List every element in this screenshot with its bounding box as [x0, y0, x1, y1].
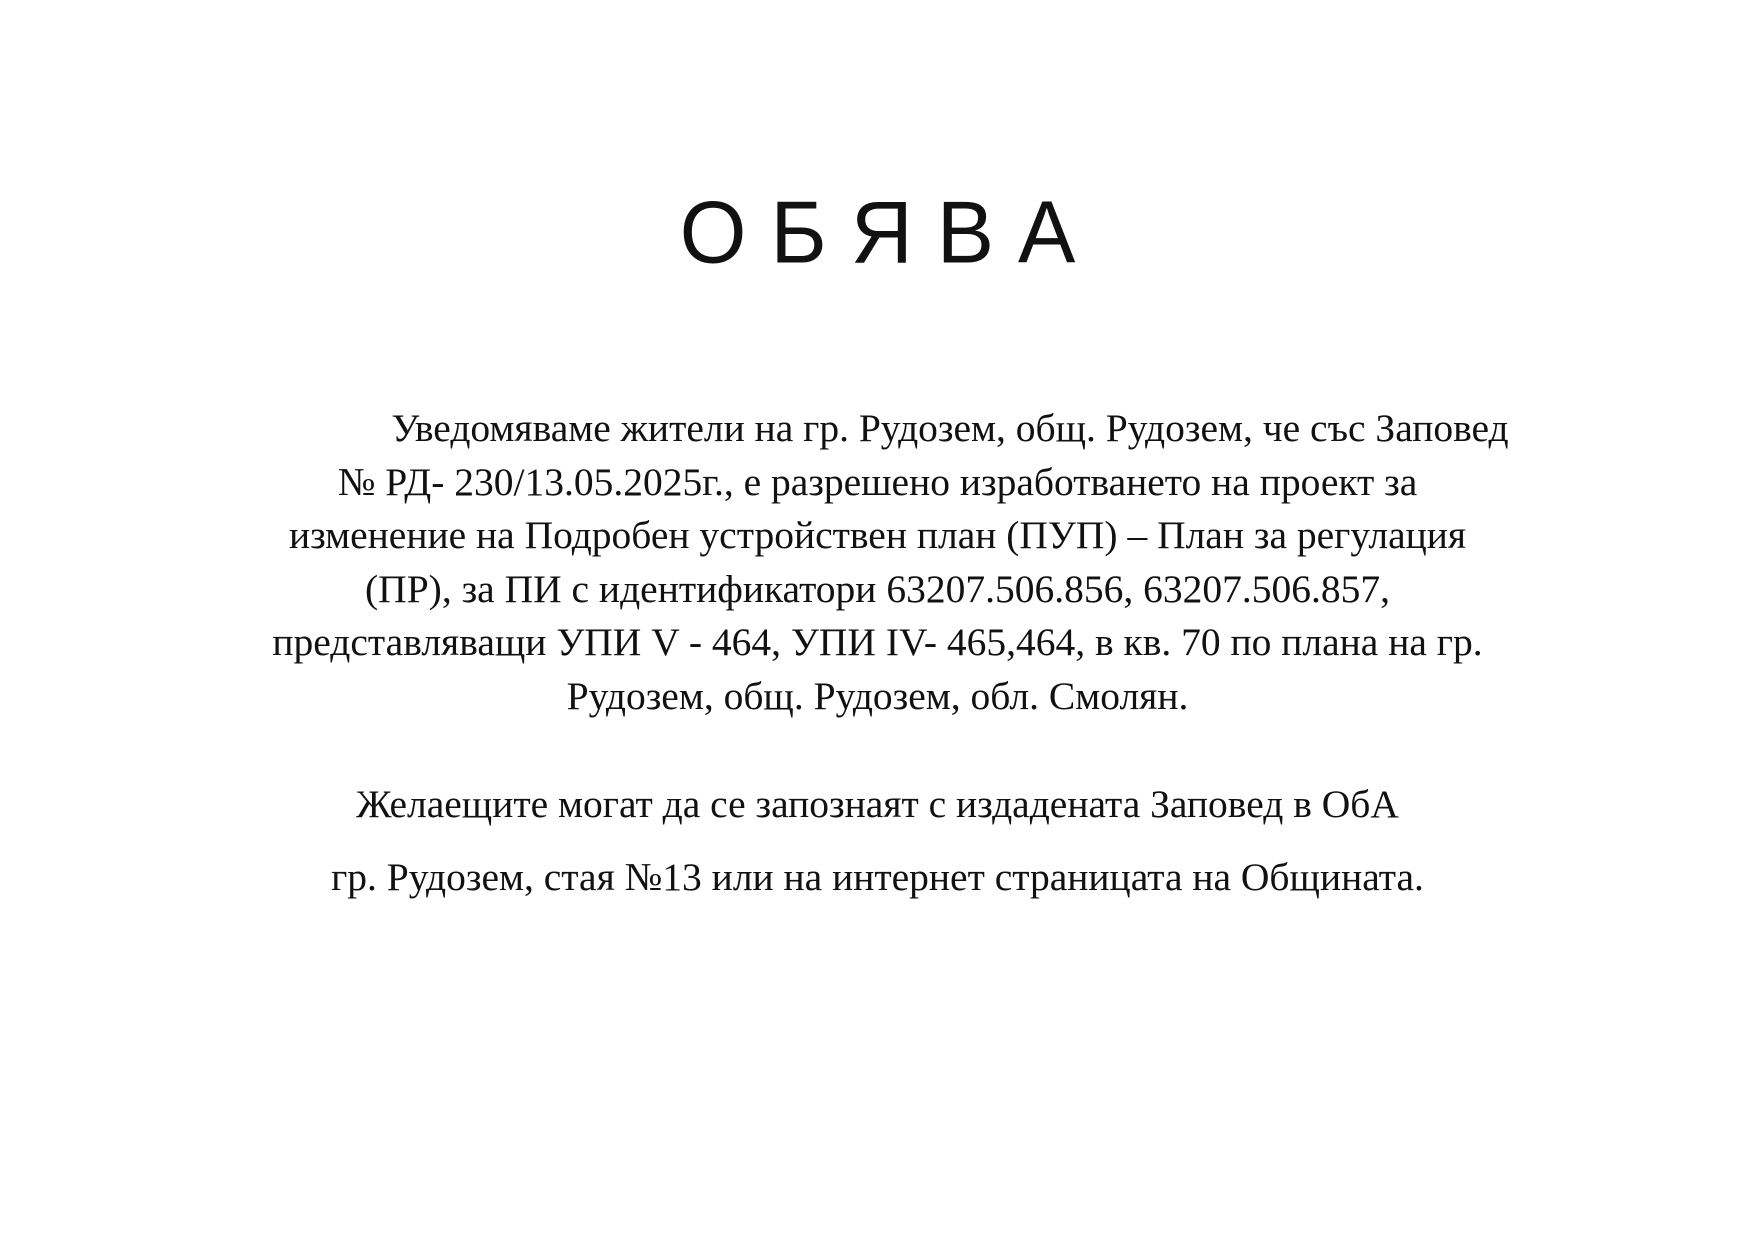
- paragraph-1-line: представляващи УПИ V - 464, УПИ IV- 465,464, в кв. 70 по плана на гр.: [272, 620, 1483, 664]
- notice-paragraph-1: [150, 402, 1605, 723]
- paragraph-1-line: Уведомяваме жители на гр. Рудозем, общ. Рудозем, че със Заповед: [391, 406, 1509, 450]
- paragraph-2-line: Желаещите могат да се запознаят с издадената Заповед в ОбА: [356, 782, 1399, 826]
- paragraph-2-line: гр. Рудозем, стая №13 или на интернет страницата на Общината.: [331, 855, 1424, 899]
- paragraph-1-line: (ПР), за ПИ с идентификатори 63207.506.856, 63207.506.857,: [365, 566, 1390, 611]
- paragraph-1-line: Рудозем, общ. Рудозем, обл. Смолян.: [566, 673, 1189, 718]
- notice-title: [0, 178, 1755, 288]
- notice-title-text: О Б Я В А: [679, 184, 1076, 282]
- paragraph-1-line: изменение на Подробен устройствен план (ПУП) – План за регулация: [288, 513, 1467, 557]
- paragraph-1-line: № РД- 230/13.05.2025г., е разрешено изработването на проект за: [337, 459, 1418, 504]
